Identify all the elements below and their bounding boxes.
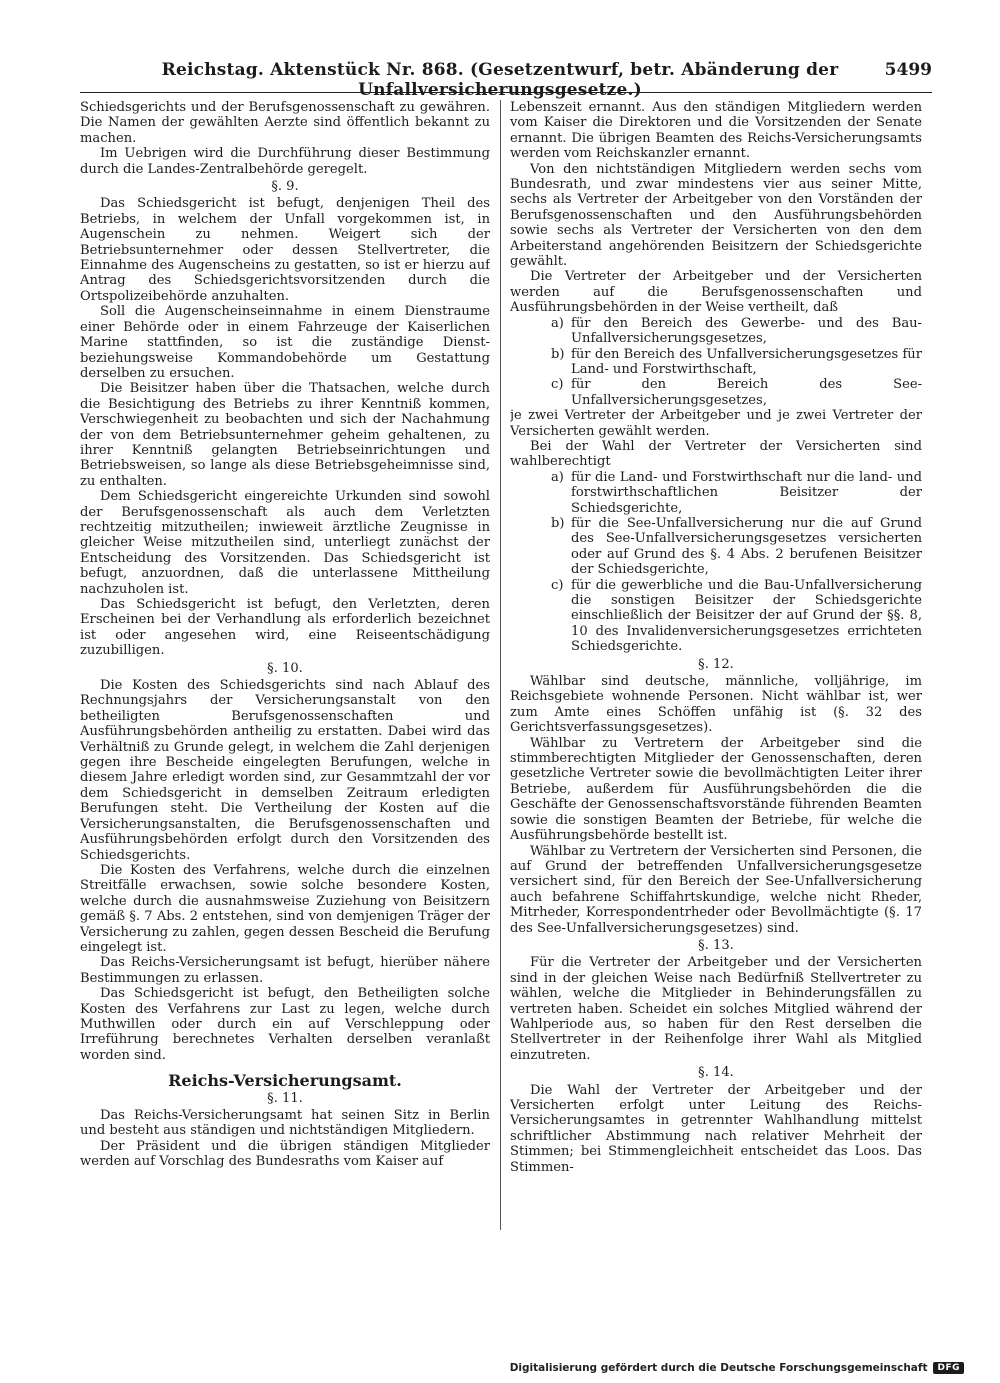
paragraph: Der Präsident und die übrigen ständigen Mitglieder werden auf Vorschlag des Bundesraths vom Kaiser auf	[80, 1138, 490, 1170]
paragraph: Lebenszeit ernannt. Aus den ständigen Mitgliedern werden vom Kaiser die Direktoren und die Vorsitzenden der Senate ernannt. Die übrigen Beamten des Reichs-Versicherungsamts werden vom Reichskanzler ernannt.	[510, 100, 922, 162]
left-column	[80, 100, 490, 1310]
section-number: §. 13.	[698, 937, 734, 953]
list-item-label: a)	[551, 469, 564, 485]
paragraph: Das Schiedsgericht ist befugt, den Betheiligten solche Kosten des Verfahrens zur Last zu legen, welche durch Muthwillen oder durch ein auf Verschleppung oder Irreführung berechnetes Verhalten derselben veranlaßt worden sind.	[80, 986, 490, 1063]
paragraph: Das Reichs-Versicherungsamt hat seinen Sitz in Berlin und besteht aus ständigen und nichtständigen Mitgliedern.	[80, 1108, 490, 1139]
paragraph: Die Kosten des Verfahrens, welche durch die einzelnen Streitfälle erwachsen, sowie solche besondere Kosten, welche durch die ausnahmsweise Zuziehung von Beisitzern gemäß §. 7 Abs. 2 entstehen, sind von demjenigen Träger der Versicherung zu zahlen, gegen dessen Bescheid die Berufung eingelegt ist.	[80, 862, 490, 955]
section-number: §. 9.	[271, 179, 299, 195]
list-item-text: für den Bereich des See-Unfallversicherungsgesetzes,	[571, 377, 922, 408]
paragraph: Schiedsgerichts und der Berufsgenossenschaft zu gewähren. Die Namen der gewählten Aerzte sind öffentlich bekannt zu machen.	[80, 100, 490, 146]
paragraph: Wählbar zu Vertretern der Versicherten sind Personen, die auf Grund der betreffenden Unfallversicherungsgesetze versichert sind, für den Bereich der See-Unfallversicherung auch befahrene Schiffahrtskundige, welche nicht Rheder, Mitrheder, Korrespondentrheder oder Bevollmächtigte (§. 17 des See-Unfallversicherungsgesetzes) sind.	[510, 843, 922, 936]
list-item-text: für den Bereich des Gewerbe- und des Bau-Unfallversicherungsgesetzes,	[571, 315, 922, 347]
paragraph: Wählbar zu Vertretern der Arbeitgeber sind die stimmberechtigten Mitglieder der Genossenschaften, deren gesetzliche Vertreter sowie die bevollmächtigten Leiter ihrer Betriebe, außerdem für Ausführungsbehörden die die Geschäfte der Genossenschaftsvorstände führenden Beamten sowie die sonstigen Beamten der Betriebe, für welche die Ausführungsbehörde bestellt ist.	[510, 735, 922, 844]
list-item	[510, 516, 922, 578]
running-title: Reichstag. Aktenstück Nr. 868. (Gesetzentwurf, betr. Abänderung der Unfallversicherungsgesetze.)	[161, 60, 839, 100]
paragraph: je zwei Vertreter der Arbeitgeber und je zwei Vertreter der Versicherten gewählt werden.	[510, 408, 922, 439]
list-item	[510, 316, 922, 347]
paragraph: Bei der Wahl der Vertreter der Versicherten sind wahlberechtigt	[510, 438, 922, 470]
paragraph: Dem Schiedsgericht eingereichte Urkunden sind sowohl der Berufsgenossenschaft als auch dem Verletzten rechtzeitig mitzutheilen; inwieweit ärztliche Zeugnisse in gleicher Weise mitzutheilen sind, unterliegt zunächst der Entscheidung des Vorsitzenden. Das Schiedsgericht ist befugt, anzuordnen, daß die unterlassene Mittheilung nachzuholen ist.	[80, 489, 490, 597]
list-item	[510, 470, 922, 516]
paragraph: Das Reichs-Versicherungsamt ist befugt, hierüber nähere Bestimmungen zu erlassen.	[80, 955, 490, 986]
paragraph: Soll die Augenscheinseinnahme in einem Dienstraume einer Behörde oder in einem Fahrzeuge der Kaiserlichen Marine stattfinden, so ist die zuständige Dienst- beziehungsweise Kommandobehörde um Gestattung derselben zu ersuchen.	[80, 304, 490, 381]
list-item-label: c)	[551, 377, 564, 393]
footer-text: Digitalisierung gefördert durch die Deutsche Forschungsgemeinschaft	[509, 1362, 928, 1374]
dfg-logo-icon: DFG	[933, 1362, 964, 1374]
paragraph: Das Schiedsgericht ist befugt, den Verletzten, deren Erscheinen bei der Verhandlung als erforderlich bezeichnet ist oder angesehen wird, eine Reiseentschädigung zuzubilligen.	[80, 597, 490, 659]
paragraph: Die Kosten des Schiedsgerichts sind nach Ablauf des Rechnungsjahrs der Versicherungsanstalt von den betheiligten Berufsgenossenschaften und Ausführungsbehörden antheilig zu erstatten. Dabei wird das Verhältniß zu Grunde gelegt, in welchem die Zahl derjenigen gegen ihre Bescheide eingelegten Berufungen, welche in diesem Jahre erledigt worden sind, zur Gesammtzahl der vor dem Schiedsgericht in demselben Zeitraum erledigten Berufungen steht. Die Vertheilung der Kosten auf die Versicherungsanstalten, die Berufsgenossenschaften und Ausführungsbehörden erfolgt durch den Vorsitzenden des Schiedsgerichts.	[80, 678, 490, 863]
list-item	[510, 377, 922, 408]
list-item-label: b)	[551, 346, 565, 362]
list-item-text: für den Bereich des Unfallversicherungsgesetzes für Land- und Forstwirthschaft,	[571, 346, 922, 377]
page-number: 5499	[884, 60, 932, 80]
column-divider	[500, 100, 501, 1230]
right-column	[510, 100, 922, 1310]
list-item-text: für die See-Unfallversicherung nur die auf Grund des See-Unfallversicherungsgesetzes versicherten oder auf Grund des §. 4 Abs. 2 berufenen Beisitzer der Schiedsgerichte,	[571, 515, 922, 578]
section-number: §. 14.	[698, 1065, 734, 1081]
list-item-text: für die Land- und Forstwirthschaft nur die land- und forstwirthschaftlichen Beisitzer der Schiedsgerichte,	[571, 469, 922, 516]
paragraph: Für die Vertreter der Arbeitgeber und der Versicherten sind in der gleichen Weise nach Bedürfniß Stellvertreter zu wählen, welche die Mitglieder in Behinderungsfällen zu vertreten haben. Scheidet ein solches Mitglied während der Wahlperiode aus, so haben für den Rest derselben die Stellvertreter in der Reihenfolge ihrer Wahl als Mitglied einzutreten.	[510, 955, 922, 1063]
list-item	[510, 578, 922, 655]
section-number: §. 11.	[267, 1090, 303, 1106]
list-item-label: b)	[551, 515, 565, 531]
list-item	[510, 347, 922, 378]
paragraph: Im Uebrigen wird die Durchführung dieser Bestimmung durch die Landes-Zentralbehörde geregelt.	[80, 146, 490, 177]
list-item-text: für die gewerbliche und die Bau-Unfallversicherung die sonstigen Beisitzer der Schiedsgerichte einschließlich der Beisitzer der auf Grund der §§. 8, 10 des Invalidenversicherungsgesetzes errichteten Schiedsgerichte.	[571, 577, 922, 655]
paragraph: Die Wahl der Vertreter der Arbeitgeber und der Versicherten erfolgt unter Leitung des Reichs-Versicherungsamtes in getrennter Wahlhandlung mittelst schriftlicher Abstimmung nach relativer Mehrheit der Stimmen; bei Stimmengleichheit entscheidet das Loos. Das Stimmen-	[510, 1082, 922, 1175]
section-number: §. 10.	[267, 660, 303, 676]
footer-credit	[510, 1362, 964, 1374]
paragraph: Wählbar sind deutsche, männliche, volljährige, im Reichsgebiete wohnende Personen. Nicht wählbar ist, wer zum Amte eines Schöffen unfähig ist (§. 32 des Gerichtsverfassungsgesetzes).	[510, 674, 922, 736]
page-header	[80, 56, 932, 100]
section-number: §. 12.	[698, 656, 734, 672]
list-item-label: a)	[551, 315, 564, 331]
paragraph: Das Schiedsgericht ist befugt, denjenigen Theil des Betriebs, in welchem der Unfall vorgekommen ist, in Augenschein zu nehmen. Weigert sich der Betriebsunternehmer oder dessen Stellvertreter, die Einnahme des Augenscheins zu gestatten, so ist er hierzu auf Antrag des Schiedsgerichtsvorsitzenden durch die Ortspolizeibehörde anzuhalten.	[80, 196, 490, 304]
paragraph: Die Beisitzer haben über die Thatsachen, welche durch die Besichtigung des Betriebs zu ihrer Kenntniß kommen, Verschwiegenheit zu beobachten und sich der Nachahmung der von dem Betriebsunternehmer geheim gehaltenen, zu ihrer Kenntniß gelangten Betriebseinrichtungen und Betriebsweisen, so lange als diese Betriebsgeheimnisse sind, zu enthalten.	[80, 381, 490, 489]
paragraph: Von den nichtständigen Mitgliedern werden sechs vom Bundesrath, und zwar mindestens vier aus seiner Mitte, sechs als Vertreter der Arbeitgeber von den Vorständen der Berufsgenossenschaften und den Ausführungsbehörden sowie sechs als Vertreter der Versicherten von den dem Arbeiterstand angehörenden Beisitzern der Schiedsgerichte gewählt.	[510, 161, 922, 270]
paragraph: Die Vertreter der Arbeitgeber und der Versicherten werden auf die Berufsgenossenschaften und Ausführungsbehörden in der Weise vertheilt, daß	[510, 269, 922, 316]
section-heading: Reichs-Versicherungsamt.	[168, 1071, 402, 1091]
list-item-label: c)	[551, 577, 564, 593]
